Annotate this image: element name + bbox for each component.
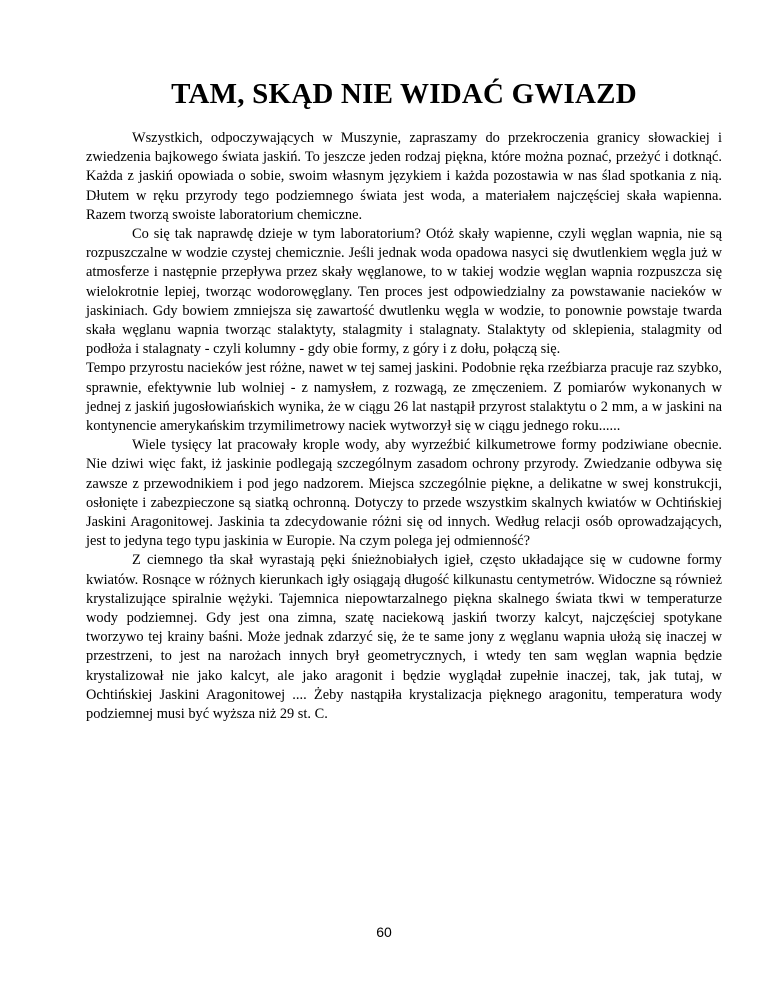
document-page	[86, 78, 722, 724]
paragraph-aragonite: Z ciemnego tła skał wyrastają pęki śnieżnobiałych igieł, często układające się w cudowne formy kwiatów. Rosnące w różnych kierunkach igły osiągają długość kilkunastu centymetrów. Widoczne są również krystalizujące spiralnie wężyki. Tajemnica niepowtarzalnego piękna skalnego świata tkwi w temperaturze wody podziemnej. Gdy jest ona zimna, szatę naciekową jaskiń tworzy kalcyt, najczęściej spotykane tworzywo tej krainy baśni. Może jednak zdarzyć się, że te same jony z węglanu wapnia ułożą się inaczej w przestrzeni, to jest na narożach innych brył geometrycznych, i wtedy ten sam węglan wapnia będzie krystalizował nie jako kalcyt, ale jako aragonit i będzie wyglądał zupełnie inaczej, tak, jak tutaj, w Ochtińskiej Jaskini Aragonitowej .... Żeby nastąpiła krystalizacja pięknego aragonitu, temperatura wody podziemnej musi być wyższa niż 29 st. C.	[86, 552, 722, 723]
page-number: 60	[376, 924, 392, 940]
paragraph-laboratory: Co się tak naprawdę dzieje w tym laboratorium? Otóż skały wapienne, czyli węglan wapnia, nie są rozpuszczalne w wodzie czystej chemicznie. Jeśli jednak woda opadowa nasyci się dwutlenkiem węgla już w atmosferze i następnie przepływa przez skały węglanowe, to w takiej wodzie węglan wapnia rozpuszcza się wielokrotnie lepiej, tworząc wodorowęglany. Ten proces jest odpowiedzialny za powstawanie nacieków w jaskiniach. Gdy bowiem zmniejsza się zawartość dwutlenku węgla w wodzie, to ponownie powstaje twarda skała węglanu wapnia tworząc stalaktyty, stalagmity i stalagnaty. Stalaktyty od sklepienia, stalagmity od podłoża i stalagnaty - czyli kolumny - gdy obie formy, z góry i z dołu, połączą się.	[86, 226, 722, 358]
paragraph-growth-rate: Tempo przyrostu nacieków jest różne, nawet w tej samej jaskini. Podobnie ręka rzeźbiarza pracuje raz szybko, sprawnie, efektywnie lub wolniej - z namysłem, z rozwagą, ze zmęczeniem. Z pomiarów wykonanych w jednej z jaskiń jugosłowiańskich wynika, że w ciągu 26 lat nastąpił przyrost stalaktytu o 2 mm, a w jaskini na kontynencie amerykańskim trzymilimetrowy naciek wytworzył się w ciągu jednego roku......	[86, 360, 722, 435]
paragraph-intro: Wszystkich, odpoczywających w Muszynie, zapraszamy do przekroczenia granicy słowackiej i zwiedzenia bajkowego świata jaskiń. To jeszcze jeden rodzaj piękna, które można poznać, przeżyć i dotknąć. Każda z jaskiń opowiada o sobie, swoim własnym językiem i każda pozostawia w nas ślad spotkania z nią. Dłutem w ręku przyrody tego podziemnego świata jest woda, a materiałem najczęściej skała wapienna. Razem tworzą swoiste laboratorium chemiczne.	[86, 130, 722, 223]
paragraph-protection: Wiele tysięcy lat pracowały krople wody, aby wyrzeźbić kilkumetrowe formy podziwiane obecnie. Nie dziwi więc fakt, iż jaskinie podlegają szczególnym zasadom ochrony przyrody. Zwiedzanie odbywa się zawsze z przewodnikiem i pod jego nadzorem. Miejsca szczególnie piękne, a delikatne w swej konstrukcji, osłonięte i zabezpieczone są siatką ochronną. Dotyczy to przede wszystkim skalnych kwiatów w Ochtińskiej Jaskini Aragonitowej. Jaskinia ta zdecydowanie różni się od innych. Według relacji osób oprowadzających, jest to jedyna tego typu jaskinia w Europie. Na czym polega jej odmienność?	[86, 437, 722, 550]
page-title: TAM, SKĄD NIE WIDAĆ GWIAZD	[171, 78, 637, 110]
